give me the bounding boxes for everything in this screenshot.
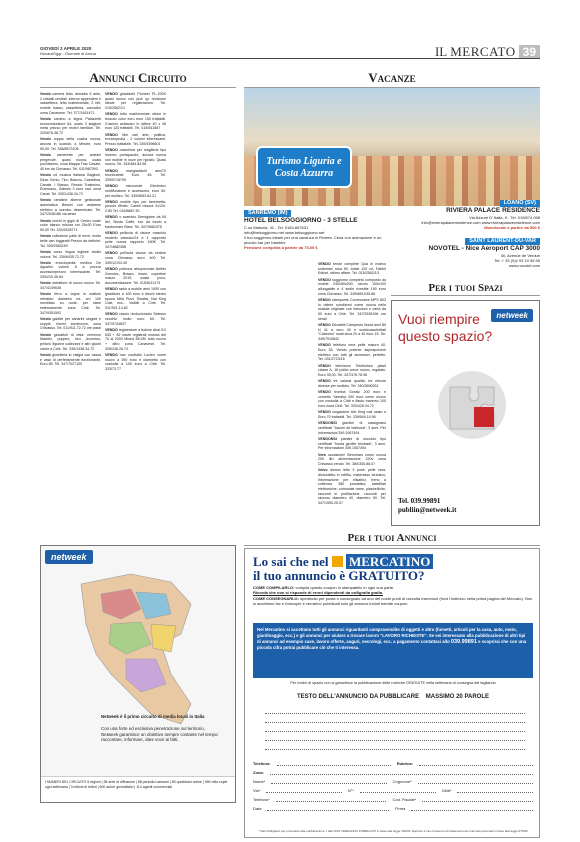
ad-keyword: Vera [318, 452, 326, 457]
page-number: 39 [519, 45, 540, 59]
classified-ad [105, 215, 166, 229]
field-nome[interactable] [271, 779, 386, 784]
ad-keyword: VENDO [318, 343, 331, 348]
ad-text: cerchi in gigio di Certez ovale color bianco misura cm 25x30 Euro 50,00 Tel. 333/9328771 [40, 218, 101, 232]
circuit-numbers-strip: I NUMERI DEL CIRCUITO 6 regioni | 38 aree di diffusione | 88 periodici cartacei | 80 quotidiani online | 550 mila copie ogni settimana | 3 milioni di lettori | 600 autori giornalistici | 114 agenti commerciali [41, 776, 235, 802]
ad-keyword: Vendo [40, 352, 51, 357]
hotel-belsoggiorno-card [244, 210, 390, 250]
ad-text: libri vari arte, politica, enciclopedia - 2 volumi interessanti. Prezzo trattabile. Tel. 339/1596601 [105, 132, 166, 147]
classified-ad [318, 453, 386, 467]
liguria-photo [244, 88, 540, 206]
ad-keyword: Vendo [40, 281, 51, 286]
ad-text: collezione palle di neve, molto belle van toggeatti Prezzo da definire. Tel. 339/2583169 [40, 234, 101, 248]
ad-text: tre calassi qualità, tre misure diverse per multizio. Tel. 340/3690931 [318, 379, 386, 388]
ad-text: pelliccia visone da vedere zona Chivasso euro 400 Tel. 339/12103.49 [105, 251, 166, 265]
classified-ad [318, 390, 386, 409]
spazi-contact [398, 497, 456, 515]
label-nome: Nome* [253, 779, 266, 784]
spazi-ad-box [391, 300, 540, 526]
section-title-annunci: Per i tuoi Annunci [244, 532, 540, 544]
banner-line-2: Costa Azzurra [274, 168, 334, 179]
puzzle-icon [432, 365, 512, 445]
map-caption-body: Con una forte ed esclusiva penetrazione sul territorio, Netweek garantisce un obiettivo sempre costante nel tempo: raccontare, informare, dare voce ai fatti. [101, 725, 219, 743]
ad-keyword: Vendo [40, 92, 51, 96]
classified-ad [40, 137, 101, 151]
riviera-palace-card [394, 200, 540, 230]
ad-keyword: VENDO [105, 199, 118, 204]
classified-ad [318, 410, 386, 419]
ad-text: cd musica italiana Baglioni, Dirac Genio, Tiro, Biancio, Castellina, Canale, I Bianco, Ressio Trasimino, Eramozzo, Galesio 3 euro cad. zona Canal. Tel. 335/1438.34.72 [40, 173, 101, 197]
ad-keyword: Vendo [40, 152, 51, 157]
card2-address: Via Azzurri D' Italia, 9 - Tel. 019/674.098 [469, 215, 540, 220]
field-citta[interactable] [457, 788, 533, 793]
annunci-title-mercatino: MERCATINO [346, 554, 433, 569]
classified-ad [105, 148, 166, 167]
annunci-heading [253, 555, 433, 583]
ad-text: televisore Telefunken plasti classe A, 16 pollici come nuovo, regalato. Euro 35,00. Tel. 347/376.78.96 [318, 363, 387, 377]
blue-phone: 039.99891 [450, 639, 477, 645]
classified-ad [40, 317, 101, 331]
how-send-text: spediscilo per posta o consegnalo ad uno dei nostri punti di raccolta inserzioni (trovi l'indirizzo nella prima pagina del Mercato). Non si accettano fax e fotocopie e verranno pubblicati solo gli annunci inviati tramite coupon. [253, 595, 533, 607]
ad-keyword: VENDO [105, 184, 118, 189]
ad-keyword: Vendo [40, 173, 51, 178]
turismo-banner [256, 146, 352, 188]
ad-keyword: VENDO [105, 132, 118, 137]
orange-square-icon [332, 556, 343, 567]
text-line[interactable] [265, 714, 525, 723]
card3-web[interactable]: www.novotel.com [508, 263, 540, 268]
classified-ad [40, 261, 101, 280]
ad-keyword: Vendo [40, 260, 51, 265]
card2-promo: Monolocale a partire da 500 € [484, 225, 540, 230]
novotel-card [394, 238, 540, 268]
classified-ad [318, 379, 386, 388]
ad-keyword: Vendo [40, 198, 51, 203]
header-il: IL [434, 44, 448, 59]
annunci-form [253, 761, 533, 815]
section-title-annunci-circuito: Annunci Circuito [40, 70, 236, 86]
field-cognome[interactable] [418, 779, 533, 784]
ad-keyword: Volvo [318, 468, 328, 473]
ad-text: estrattore di succo nuovo Tel. 347/4109636 [40, 281, 102, 290]
annunci-title-a: Lo sai che nel [253, 554, 329, 569]
ad-keyword: VENDO [105, 112, 118, 117]
spazi-netweek-logo: netweek [491, 309, 533, 322]
card1-text: Il tuo soggiorno ideale per una vacanza in Riviera. Cena con animazione e un piccolo bar per bambini [244, 235, 382, 245]
classified-ad [40, 333, 101, 352]
section-title-spazi: Per i tuoi Spazi [391, 282, 540, 294]
classified-ad [105, 251, 166, 265]
ad-keyword: Vendo [40, 332, 51, 337]
ad-text: mobile tipo per tavernetta, piccolo rifinito, Carelli misura 2x12h. 2.80 Tel. 016/8887.30 [105, 199, 166, 214]
classified-ad [40, 153, 101, 172]
label-rubrica: Rubrica: [396, 761, 413, 766]
ad-keyword: Vendo [40, 291, 51, 296]
blue-tail: e scoprirai che con una piccola cifra potrai pubblicare ciò che ti interessa. [257, 639, 527, 650]
ad-text: camino a legna Palazzetti economizzatore 64, usato 3 stagioni metà prezzo per motivi familiari. Tel. 320/676.38.72 [40, 117, 101, 136]
ad-keyword: VENDO [318, 262, 331, 266]
ad-text: gioielleria in valigia con cassa e vaso di perfettamente funzionante, Euro 85. Tel. 347/7027100 [40, 352, 102, 367]
classified-ad [105, 112, 166, 131]
ad-keyword: VENDO [105, 251, 118, 256]
annunci-instructions [253, 585, 533, 607]
ad-text: cameretta per anziani pregevole, quasi nuova, usata pochissimo, zona Mappa Trac Casale, 40 km da Chivasso. Tel. 011/987093 [40, 152, 102, 172]
ad-text: pelliccia di visone maschio modello classico/24 e 4 rappordo pelle nuova rapporto 150€. Tel. 347/4682358 [105, 230, 166, 250]
ad-keyword: VENDO [105, 312, 118, 317]
ad-keyword: VENDO [318, 277, 331, 282]
classified-ad [40, 353, 101, 367]
ad-keyword: VENDONSI [318, 421, 337, 426]
card3-name: NOVOTEL - Nice Aeroport CAP 3000 [428, 245, 540, 252]
ad-keyword: Vendo [40, 137, 51, 142]
ad-text: divano letto 3 posti, pelle vera, divanoletto in rottiflu, materasso idraulico, informazione per elisabici, treno a cottenna, 380 prostatica, satellitari elettroniche, comunale rame, piastrelliche, raccordi in profilazione, raccordi per raccoro diametro 40, diametro 50. Tel. 347/1550.25.07 [318, 468, 387, 506]
classified-ad [318, 278, 386, 297]
text-line[interactable] [265, 705, 525, 714]
classified-ad [40, 292, 101, 316]
classified-ad [105, 312, 166, 326]
spazi-lead-2: questo spazio? [398, 328, 493, 344]
ad-text: tende complete Qua in motivo sottorrani rosa 50, totale 120 cd, Fabbri Editori, ottimo affare. Tel. 015/2562/1/1 [318, 262, 386, 276]
card2-name: RIVIERA PALACE RESIDENCE [446, 207, 540, 214]
label-zona: Zona: [253, 770, 264, 775]
text-line[interactable] [265, 723, 525, 732]
label-citta: Città* [441, 788, 452, 793]
classified-ad [40, 250, 101, 259]
header-mercato: MERCATO [450, 44, 516, 59]
field-rubrica[interactable] [419, 761, 533, 766]
ad-keyword: VENDO [318, 390, 331, 395]
ad-text: stampante Commodore MPS 803 in ottime condizioni come nuova nella scatola originale con istruzioni e carta da 50 euro a Ciriè. Tel. 347/2538196 ore serali [318, 297, 386, 321]
test-max: MASSIMO 20 PAROLE [425, 694, 489, 700]
italy-map-icon [41, 564, 236, 794]
ad-keyword: VENDO [318, 297, 331, 302]
ad-text: giardini di cassignano certificati "bacchi de bellezza". 3 anni. Per informazioni 349.1067494 [318, 421, 387, 435]
section-title-vacanze: Vacanze [244, 70, 540, 86]
ad-keyword: VENDO [105, 230, 118, 235]
ad-text: Stivaletti Camperos Nuovi anni 80 N 41 a euro 40 e scaricoacchettati "Calanmo" usati circa 20 a 40 euro 15. Tel. 349/7910842 [318, 322, 386, 342]
field-data[interactable] [267, 806, 389, 811]
ad-keyword: VENDO [318, 363, 331, 368]
classified-ad [318, 262, 386, 276]
header-publication: NovaraOggi - Giornale di Arona [40, 51, 96, 56]
classified-ad [105, 169, 166, 183]
classified-ad [318, 421, 386, 435]
field-cod-fiscale[interactable] [422, 797, 533, 802]
ad-text: radio a mobile anni 1950 con giradischi a 100 euro e dischi stereo epoca Nilla Pizzi, Sinatra, Nat King Cole, ecc... visibili a Ciriè. Tel. 011/921.14.82 [105, 287, 167, 311]
label-data: Data [253, 806, 262, 811]
card2-tag: LOANO (SV) [500, 200, 540, 207]
ad-text: giradischi Pioneer PL-200X quasi nuovo con pick up revisione ideale per registrazione. Tel. 015/25621/1 [105, 92, 166, 111]
text-line[interactable] [265, 732, 525, 741]
classified-ad [318, 298, 386, 322]
annunci-test-header [253, 694, 533, 700]
netweek-map-box [40, 545, 236, 803]
map-caption-title: Netweek è il primo circuito di media locali in Italia [101, 714, 205, 719]
label-via: Via* [253, 788, 261, 793]
page-header [0, 0, 580, 58]
ad-text: soggiorno completo composto da mobile 240x50x200, tavolo 100x100 allungabile e 4 sedie rivestite 190 euro zona Chivasso. Tel. 349/6651/35.68 [318, 277, 386, 296]
classified-ad [318, 437, 386, 451]
card1-tag: SANREMO (IM) [244, 210, 291, 217]
how-fill-text: compila questo coupon in stampatello in ogni sua parte. [295, 585, 395, 590]
annunci-blue-box [253, 623, 533, 678]
ad-text: rasoio rivoluzionario Seiesso vecchio molto euro 60. Tel. 347/9744637 [105, 312, 167, 326]
ad-keyword: VENDO [105, 327, 118, 332]
classified-ad [105, 328, 166, 352]
ad-keyword: VENDO [105, 215, 118, 220]
ad-keyword: VENDONSI [318, 436, 337, 441]
ads-column-1 [40, 92, 101, 373]
classified-ad [318, 468, 386, 506]
ad-text: camera letto, armadio 6 ante, 2 cristalli centrali, interno appendere e cassettiera, letto matrimoniale, 2 reti, mobile basso, cassettiera, comodini zona Canavese. Tel. 377/1451471 [40, 92, 102, 115]
card1-web[interactable]: info@belsoggiorno.net www.belsoggiorno.net [244, 230, 325, 235]
card1-name: HOTEL BELSOGGIORNO - 3 STELLE [244, 217, 358, 224]
ad-text: microonde Electrolux multifunzione e accessorio, euro 50, per multizo. Tel. 339/5653.84.21 [105, 184, 166, 198]
ads-column-3-right [318, 262, 386, 507]
blue-text: Nel Mercatino si accettano tutti gli annunci riguardanti compravendite di oggetti e altro (fumetti, articoli per la casa, auto, moto, giardinaggio, ecc.) e gli annunci per aiutare a trovare lavoro "LAVORO RICHIESTE". Se sei interessato alla pubblicazione di altri tipi di annunci ad esempio case, lavoro offerte, auguri, necrologi, ecc. a pagamento contattaci allo [257, 627, 526, 644]
ad-text: letto matrimoniale ottoni in tessuto color ecrù euro 150 trattabili. Cuscino antiacaro in lattice 40 x 46 euro 120 trattabili. Tel. 015/541587 [105, 112, 167, 131]
annunci-note: Per motivi di spazio non si garantisce la pubblicazione delle rubriche GRATUITE nella settimana di consegna del tagliando [290, 681, 496, 685]
classified-ad [40, 198, 101, 217]
ad-text: piantini di nocciolo tipo certificati "tonda gentile trilobata", 3 anni. Per informazioni 349.1067494 [318, 436, 386, 451]
field-zona[interactable] [270, 770, 533, 775]
annunci-text-lines[interactable] [265, 705, 525, 750]
classified-ad [105, 92, 166, 111]
label-firma: Firma [395, 806, 406, 811]
ad-text: sax contralto Lucien come nuovo a 390 euro e clarinetto con custodia a 100 euro a Ciriè. Tel. 333/73.77 [105, 352, 167, 371]
ad-text: o scambio Demigiane da 54 litri, Simac Caffè, ecc da fondo a trasformare Biani. Tel. 347/9881575 [105, 215, 166, 229]
classified-ad [40, 117, 101, 136]
ad-text: enciclopedia medica De Agostini volumi 8 a prezzo accessiorprezzo interessante. Tel. 339/215.36.84 [40, 260, 102, 279]
classified-ad [105, 287, 166, 311]
spazi-lead [398, 311, 492, 345]
ad-keyword: VENDO [318, 322, 331, 327]
label-cod-fiscale: Cod. Fiscale* [392, 797, 417, 802]
ad-keyword: Vendo [40, 117, 51, 122]
label-cognome: Cognome* [392, 779, 412, 784]
classified-ad [40, 234, 101, 248]
classified-ad [105, 353, 166, 372]
field-telefono[interactable] [277, 761, 391, 766]
test-label: TESTO DELL'ANNUNCIO DA PUBBLICARE [296, 694, 420, 700]
ad-text: occasione! Beromars come nuova 200 litri alimentazione 220v zona Chivasso vendo. Tel. 380/306.88.07 [318, 452, 386, 466]
annunci-coupon [244, 548, 540, 838]
ad-keyword: VENDO [105, 352, 118, 357]
how-fill-warning: Ricorda che non si risponde di errori dipendenti da calligrafia grafia. [253, 590, 384, 596]
card2-web[interactable]: info@rivierapalaceresidence.com www.rivierapalaceresidence.com [421, 220, 540, 225]
field-firma[interactable] [411, 806, 533, 811]
classified-ad [40, 92, 101, 116]
classified-ad [105, 200, 166, 214]
ad-keyword: Vendo [40, 249, 51, 254]
classified-ad [40, 219, 101, 233]
field-nr[interactable] [360, 788, 436, 793]
how-send-key: COME CONSEGNARLO: [253, 595, 299, 601]
text-line[interactable] [265, 741, 525, 750]
classified-ad [318, 364, 386, 378]
ad-text: registratore a bobine Akai GX 635 + 82 nastri registrati musica del 70 al 2000 Mixed 35/190 tutto nuovo + altro zona Canavese. Tel. 339/248.26.74 [105, 327, 167, 351]
label-tel: Telefono* [253, 797, 270, 802]
field-via[interactable] [266, 788, 342, 793]
ad-text: giocattoli di letta: meninno Marklin, puppex, bici Juventus, pelloni, figurine collezioni e altri giochi vicolo a Ciriè. Tel. 335/1438.34.72 [40, 332, 102, 351]
annunci-title-c: il tuo annuncio è GRATUITO? [253, 568, 425, 583]
annunci-fine-print: * Dati obbligatori per procedere alla pubblicazione. I dati NON VERRANNO PUBBLICATI in base alla legge 196/03. Esprimo il mio consenso al trattamento dei miei dati personali in base alla legge 675/96 [258, 829, 528, 833]
classified-ad [40, 281, 101, 290]
classified-ad [318, 343, 386, 362]
classified-ad [40, 173, 101, 197]
card1-address: C.so Matuzia, 41 - Tel. 0184.667631 [244, 225, 309, 230]
header-date: GIOVEDÌ 2 APRILE 2020 [40, 46, 92, 51]
ad-keyword: VENDO [105, 148, 118, 153]
ad-text: ferro a legna in mattoni refrattari diametro int. cm 100 mentitato su ruote, per stare esternamente zona Ciriè. Tel. 347/9351592 [40, 291, 102, 315]
banner-line-1: Turismo Liguria e [266, 156, 342, 167]
classified-ad [105, 133, 166, 147]
map-caption [101, 714, 221, 743]
card3-tag: SAINT LAURENT-DU-VAR [465, 238, 540, 245]
how-fill-key: COME COMPILARLO: [253, 585, 295, 590]
classified-ad [105, 184, 166, 198]
ad-text: ceniatrie alterne gestionale automatica Bessel con asfarene elettrico a scenico deseminato. Tel. 347/2538186 via sesto [40, 198, 102, 217]
classified-ad [105, 267, 166, 286]
ad-text: macchina per maglieria tipo inverso portapacchi, ancora nuova con mobile in noce per riposto. Quasi nuova. Tel. 333/484.84.96 [105, 148, 167, 167]
card3-tel: Tel. + 33 (0)4 93 19 55 55 [494, 258, 540, 263]
ad-text: coppa della cucina nuova, ancora in scatola, a Mestre, euro 50,00. Tel. 338/8573108 [40, 137, 102, 151]
field-tel[interactable] [276, 797, 387, 802]
ad-keyword: VENDO [105, 266, 118, 271]
ad-keyword: VENDO [105, 92, 118, 96]
ad-keyword: VENDO [318, 410, 331, 415]
spazi-lead-1: Vuoi riempire [398, 311, 480, 327]
label-telefono: Telefono: [253, 761, 271, 766]
ad-text: tromba Gossic 200 euro e cornetto Yamaha 200 euro come nuove con custodia a Ciriè e flauto traverso 100 euro zona Ciriè. Tel. 333/428.34.72 [318, 390, 386, 409]
ad-keyword: VENDO [105, 287, 118, 292]
spazi-email[interactable]: publiin@netweek.it [398, 506, 457, 514]
classified-ad [318, 323, 386, 342]
netweek-logo: netweek [45, 550, 93, 564]
ad-text: poltrona abiopreciose Atelier 2mnoloc, Braam, Imam, copertine marzo 2019, usata poco, documentazione. Tel. 015/8111173 [105, 266, 166, 286]
ads-column-2 [105, 92, 166, 373]
ad-keyword: Vendo [40, 218, 51, 223]
spazi-phone: Tel. 039.99891 [398, 497, 441, 505]
ad-text: telefono vera pelle misura 40. Euro 35. Vendo potente aspirapolvere elettrico con tutti gli accessori, perfetto. Tel. 031/2723/16 [318, 343, 386, 362]
ad-keyword: VENDO [318, 379, 331, 384]
header-left [40, 46, 96, 56]
ad-keyword: Vendo [40, 234, 51, 239]
ad-text: viogazione Alix King mai usato e Euro 70 trattabili. Tel. 339/649.14.96 [318, 410, 387, 420]
card1-promo: Pensione completa a partire da 75,00 € [244, 245, 318, 250]
ad-text: gabbie per canarini singole e coppie, rinomi, seminuove, zona Chivasso. Tel. 011/911.72.72 ore pasti [40, 316, 102, 331]
classified-ad [105, 231, 166, 250]
ad-text: mangiadischi anni70 funzionante Euro 45. Tel. 339/5716799 [105, 168, 167, 182]
ad-text: corso lingua inglese dodici volumi. Tel. 339/6435.72.72 [40, 249, 102, 259]
label-nr: N°* [347, 788, 354, 793]
ad-keyword: VENDO [105, 168, 118, 173]
ad-keyword: Vendo [40, 316, 51, 321]
header-rule [40, 58, 540, 59]
ads-columns [40, 92, 166, 373]
card3-address: 40, Avenue de Verdun [500, 253, 540, 258]
